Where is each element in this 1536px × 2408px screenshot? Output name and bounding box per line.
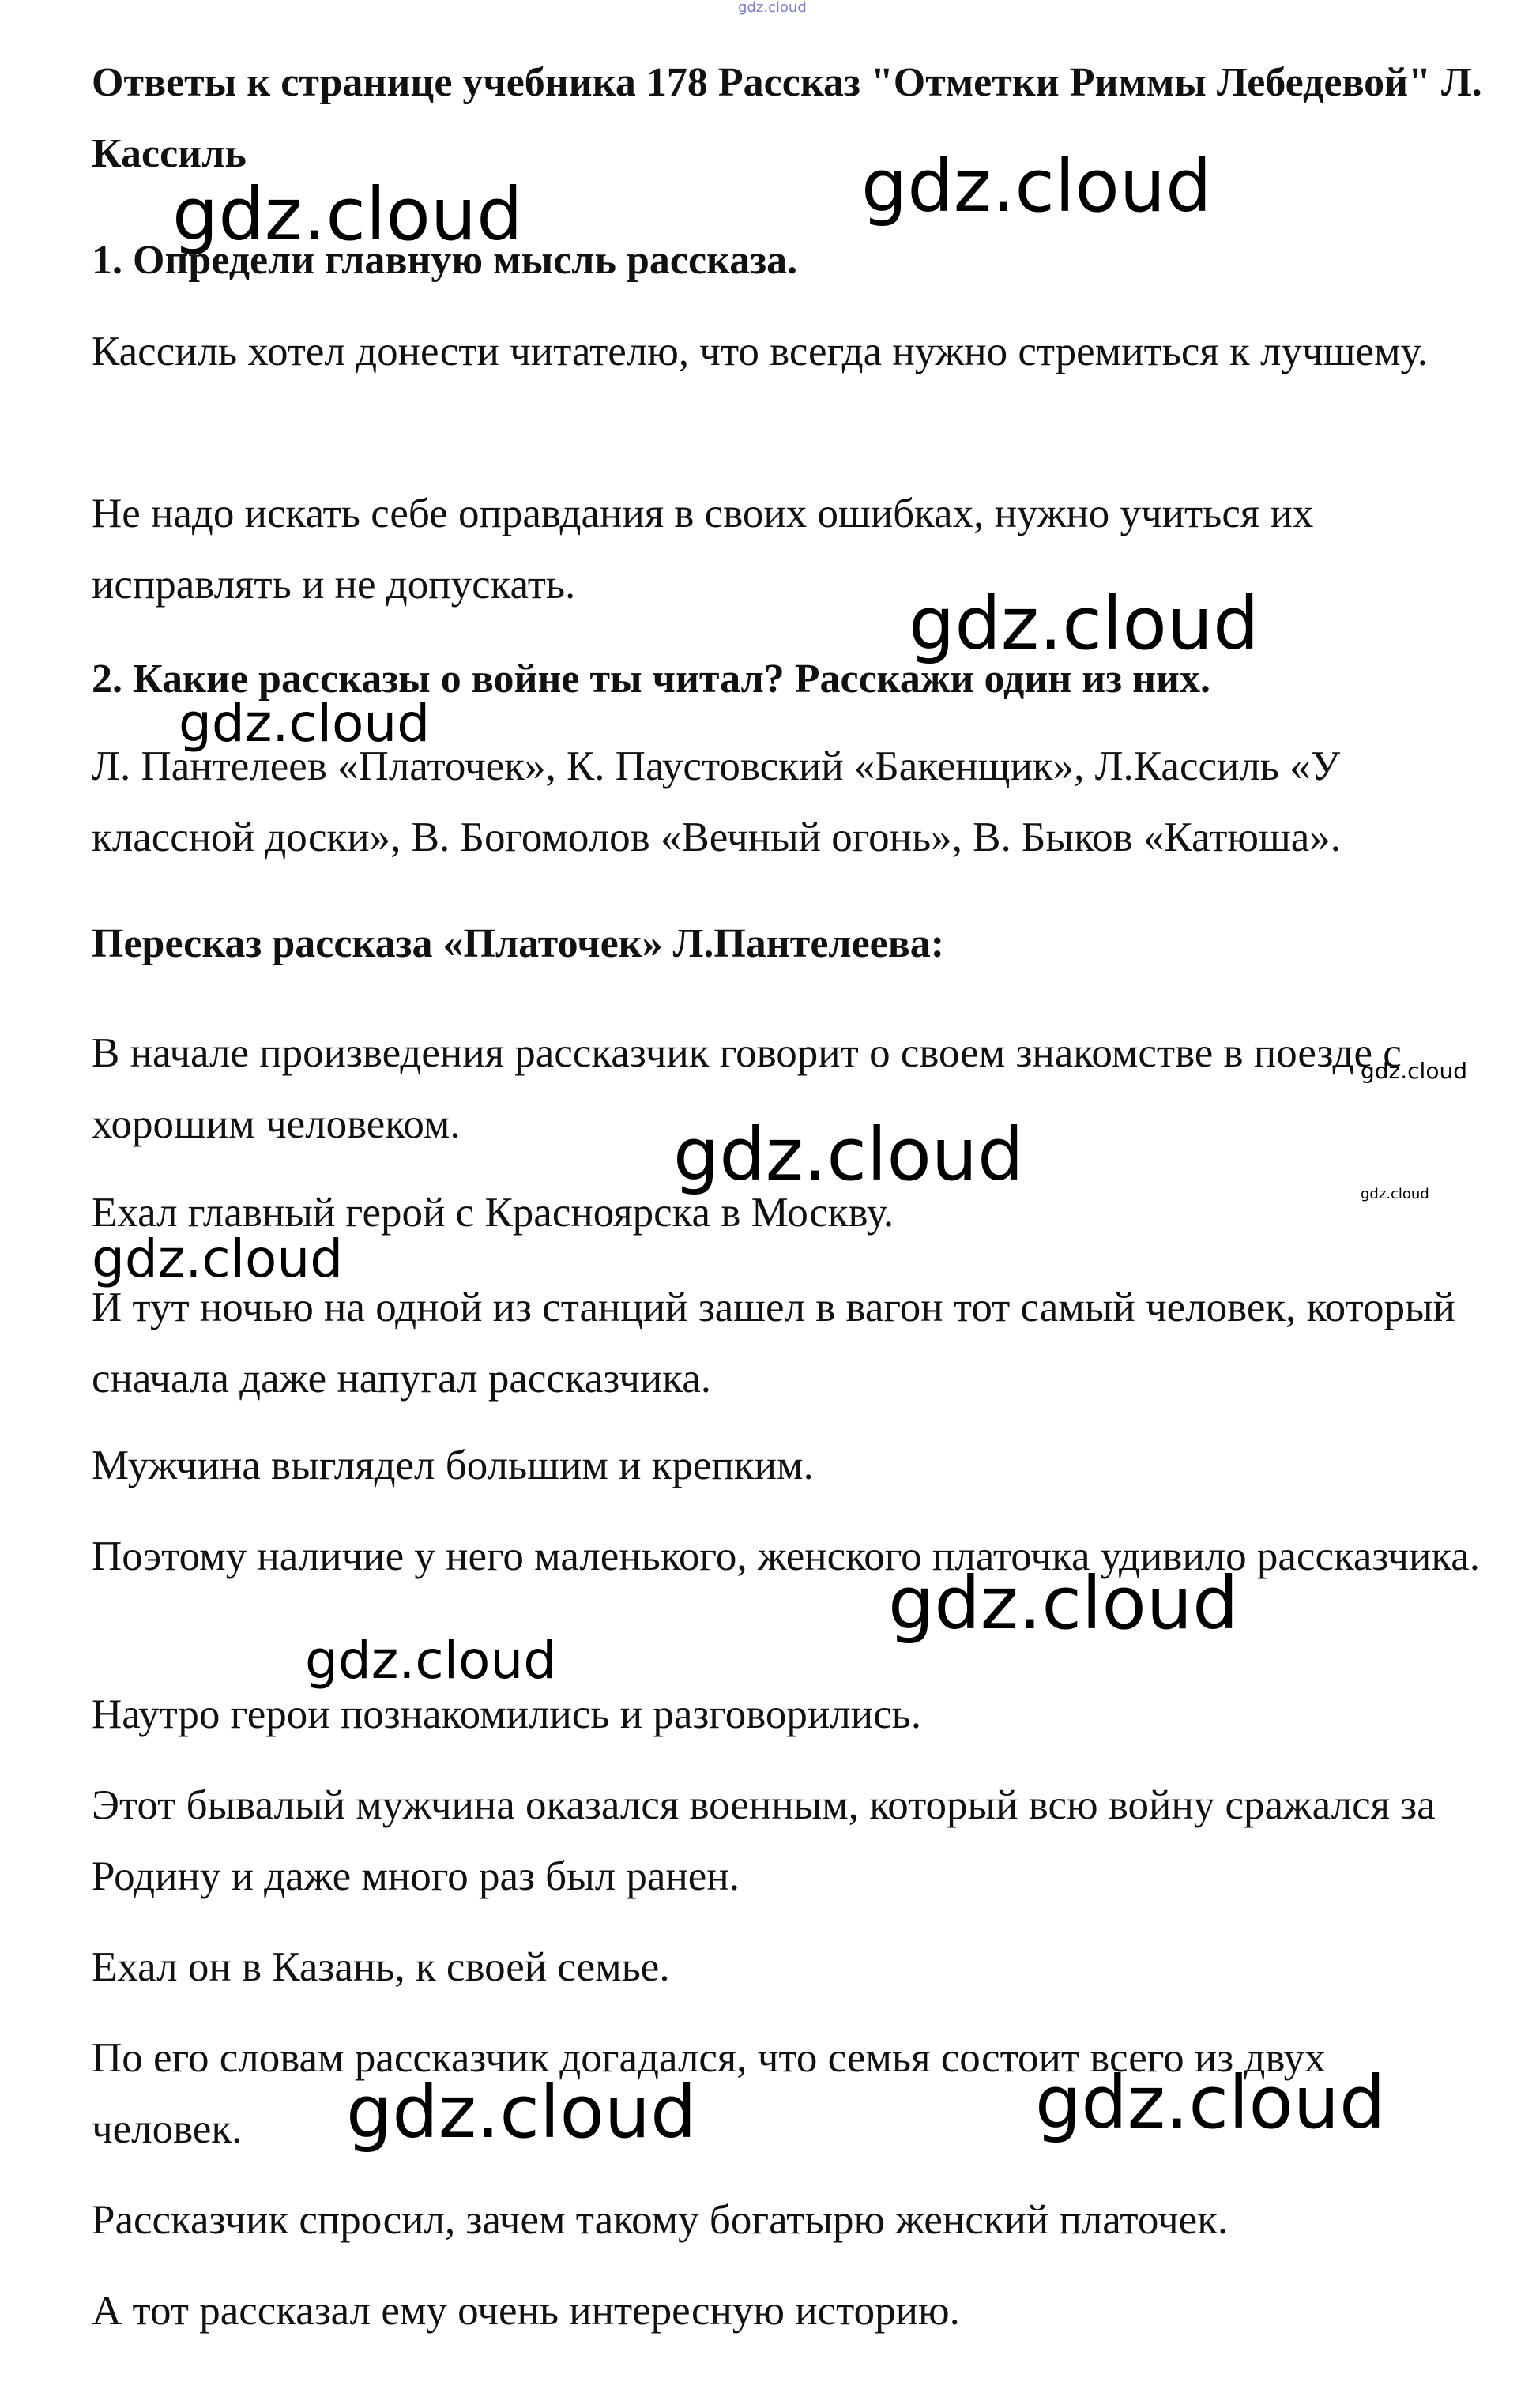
watermark: gdz.cloud — [1035, 2060, 1386, 2145]
answer-1-paragraph-2: Не надо искать себе оправдания в своих ошибках, нужно учиться их исправлять и не допускать. — [92, 491, 1314, 608]
watermark: gdz.cloud — [909, 581, 1259, 666]
watermark: gdz.cloud — [1361, 1186, 1429, 1202]
retelling-paragraph: И тут ночью на одной из станций зашел в вагон тот самый человек, который сначала даже напугал рассказчика. — [92, 1285, 1455, 1402]
retelling-paragraph: В начале произведения рассказчик говорит о своем знакомстве в поезде с хорошим человеком. — [92, 1030, 1402, 1147]
watermark: gdz.cloud — [92, 1228, 344, 1289]
retelling-paragraph: Поэтому наличие у него маленького, женского платочка удивило рассказчика. — [92, 1533, 1481, 1579]
watermark: gdz.cloud — [179, 693, 431, 754]
retelling-heading: Пересказ рассказа «Платочек» Л.Пантелеева: — [92, 921, 945, 966]
retelling-paragraph: Ехал он в Казань, к своей семье. — [92, 1944, 670, 1990]
question-2-heading: 2. Какие рассказы о войне ты читал? Расскажи один из них. — [92, 657, 1211, 702]
watermark-top: gdz.cloud — [738, 0, 807, 16]
question-1-heading: 1. Определи главную мысль рассказа. — [92, 238, 798, 283]
watermark: gdz.cloud — [346, 2070, 697, 2154]
retelling-paragraph: Ехал главный герой с Красноярска в Москву. — [92, 1190, 894, 1236]
watermark: gdz.cloud — [673, 1112, 1024, 1197]
watermark: gdz.cloud — [172, 172, 523, 257]
retelling-paragraph: Этот бывалый мужчина оказался военным, который всю войну сражался за Родину и даже много раз был ранен. — [92, 1782, 1436, 1899]
page-title: Ответы к странице учебника 178 Рассказ "Отметки Риммы Лебедевой" Л. Кассиль — [92, 60, 1482, 176]
retelling-paragraph: По его словам рассказчик догадался, что семья состоит всего из двух человек. — [92, 2035, 1326, 2152]
retelling-paragraph: Наутро герои познакомились и разговорились. — [92, 1691, 922, 1737]
answer-2-paragraph-1: Л. Пантелеев «Платочек», К. Паустовский «Бакенщик», Л.Кассиль «У классной доски», В. Богомолов «Вечный огонь», В. Быков «Катюша». — [92, 743, 1342, 860]
watermark: gdz.cloud — [305, 1630, 557, 1691]
answer-1-paragraph-1: Кассиль хотел донести читателю, что всегда нужно стремиться к лучшему. — [92, 329, 1428, 374]
watermark: gdz.cloud — [1361, 1058, 1467, 1084]
watermark: gdz.cloud — [888, 1561, 1239, 1646]
retelling-paragraph: А тот рассказал ему очень интересную историю. — [92, 2288, 960, 2334]
retelling-paragraph: Мужчина выглядел большим и крепким. — [92, 1443, 814, 1488]
retelling-paragraph: Рассказчик спросил, зачем такому богатырю женский платочек. — [92, 2197, 1229, 2243]
watermark: gdz.cloud — [861, 144, 1212, 228]
